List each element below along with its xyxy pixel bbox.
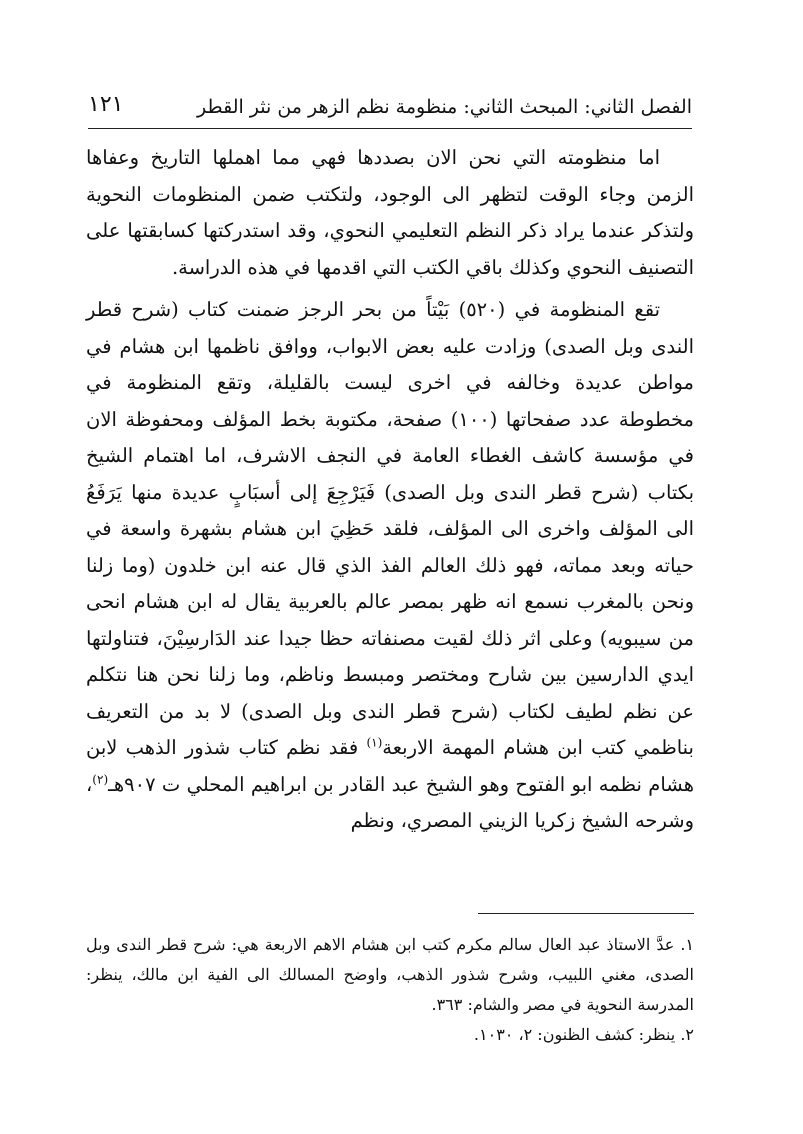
body-text: [86, 140, 694, 840]
footnote-separator: [478, 913, 694, 914]
paragraph-2-text-c: ، وشرحه الشيخ زكريا الزيني المصري، ونظم: [86, 772, 694, 832]
footnote-1: ١. عدَّ الاستاذ عبد العال سالم مكرم كتب ابن هشام الاهم الاربعة هي: شرح قطر الندى وبل الصدى، مغني اللبيب، وشرح شذور الذهب، واوضح المسالك الى الفية ابن مالك، ينظر: المدرسة النحوية في مصر والشام: ٣٦٣.: [86, 935, 694, 1014]
page-number: ١٢١: [88, 92, 124, 117]
paragraph-2: [86, 292, 694, 840]
header-title: الفصل الثاني: المبحث الثاني: منظومة نظم الزهر من نثر القطر: [197, 96, 692, 118]
running-header: [88, 88, 692, 129]
footnotes: [86, 930, 694, 1050]
paragraph-2-text-b: فقد نظم كتاب شذور الذهب لابن هشام نظمه ابو الفتوح وهو الشيخ عبد القادر بن ابراهيم المحلي ت ٩٠٧هـ: [86, 736, 694, 796]
footnote-ref-1: (١): [366, 735, 383, 750]
footnote-2: ٢. ينظر: كشف الظنون: ٢، ١٠٣٠.: [473, 1025, 694, 1044]
paragraph-2-text-a: تقع المنظومة في (٥٢٠) بَيْتاً من بحر الرجز ضمنت كتاب (شرح قطر الندى وبل الصدى) وزادت عليه بعض الابواب، ووافق ناظمها ابن هشام في مواطن عديدة وخالفه في اخرى ليست بالقليلة، وتقع المنظومة في مخطوطة عدد صفحاتها (١٠٠) صفحة، مكتوبة بخط المؤلف ومحفوظة الان في مؤسسة كاشف الغطاء العامة في النجف الاشرف، اما اهتمام الشيخ بكتاب (شرح قطر الندى وبل الصدى) فَيَرْجِعَ إلى أسبَابٍ عديدة منها يَرَفَعُ الى المؤلف واخرى الى المؤلف، فلقد حَظِيَ ابن هشام بشهرة واسعة في حياته وبعد مماته، فهو ذلك العالم الفذ الذي قال عنه ابن خلدون (وما زلنا ونحن بالمغرب نسمع انه ظهر بمصر عالم بالعربية يقال له ابن هشام انحى من سيبويه) وعلى اثر ذلك لقيت مصنفاته حظا جيدا عند الدَارسِيْنَ، فتناولتها ايدي الدارسين بين شارح ومختصر ومبسط وناظم، وما زلنا نحن هنا نتكلم عن نظم لطيف لكتاب (شرح قطر الندى وبل الصدى) لا بد من التعريف بناظمي كتب ابن هشام المهمة الاربعة: [86, 298, 694, 759]
footnote-ref-2: (٢): [92, 772, 109, 786]
paragraph-1: اما منظومته التي نحن الان بصددها فهي مما اهملها التاريخ وعفاها الزمن وجاء الوقت لتظهر الى الوجود، ولتكتب ضمن المنظومات النحوية ولتذكر عندما يراد ذكر النظم التعليمي النحوي، وقد استدركتها كسابقتها على التصنيف النحوي وكذلك باقي الكتب التي اقدمها في هذه الدراسة.: [86, 146, 694, 279]
